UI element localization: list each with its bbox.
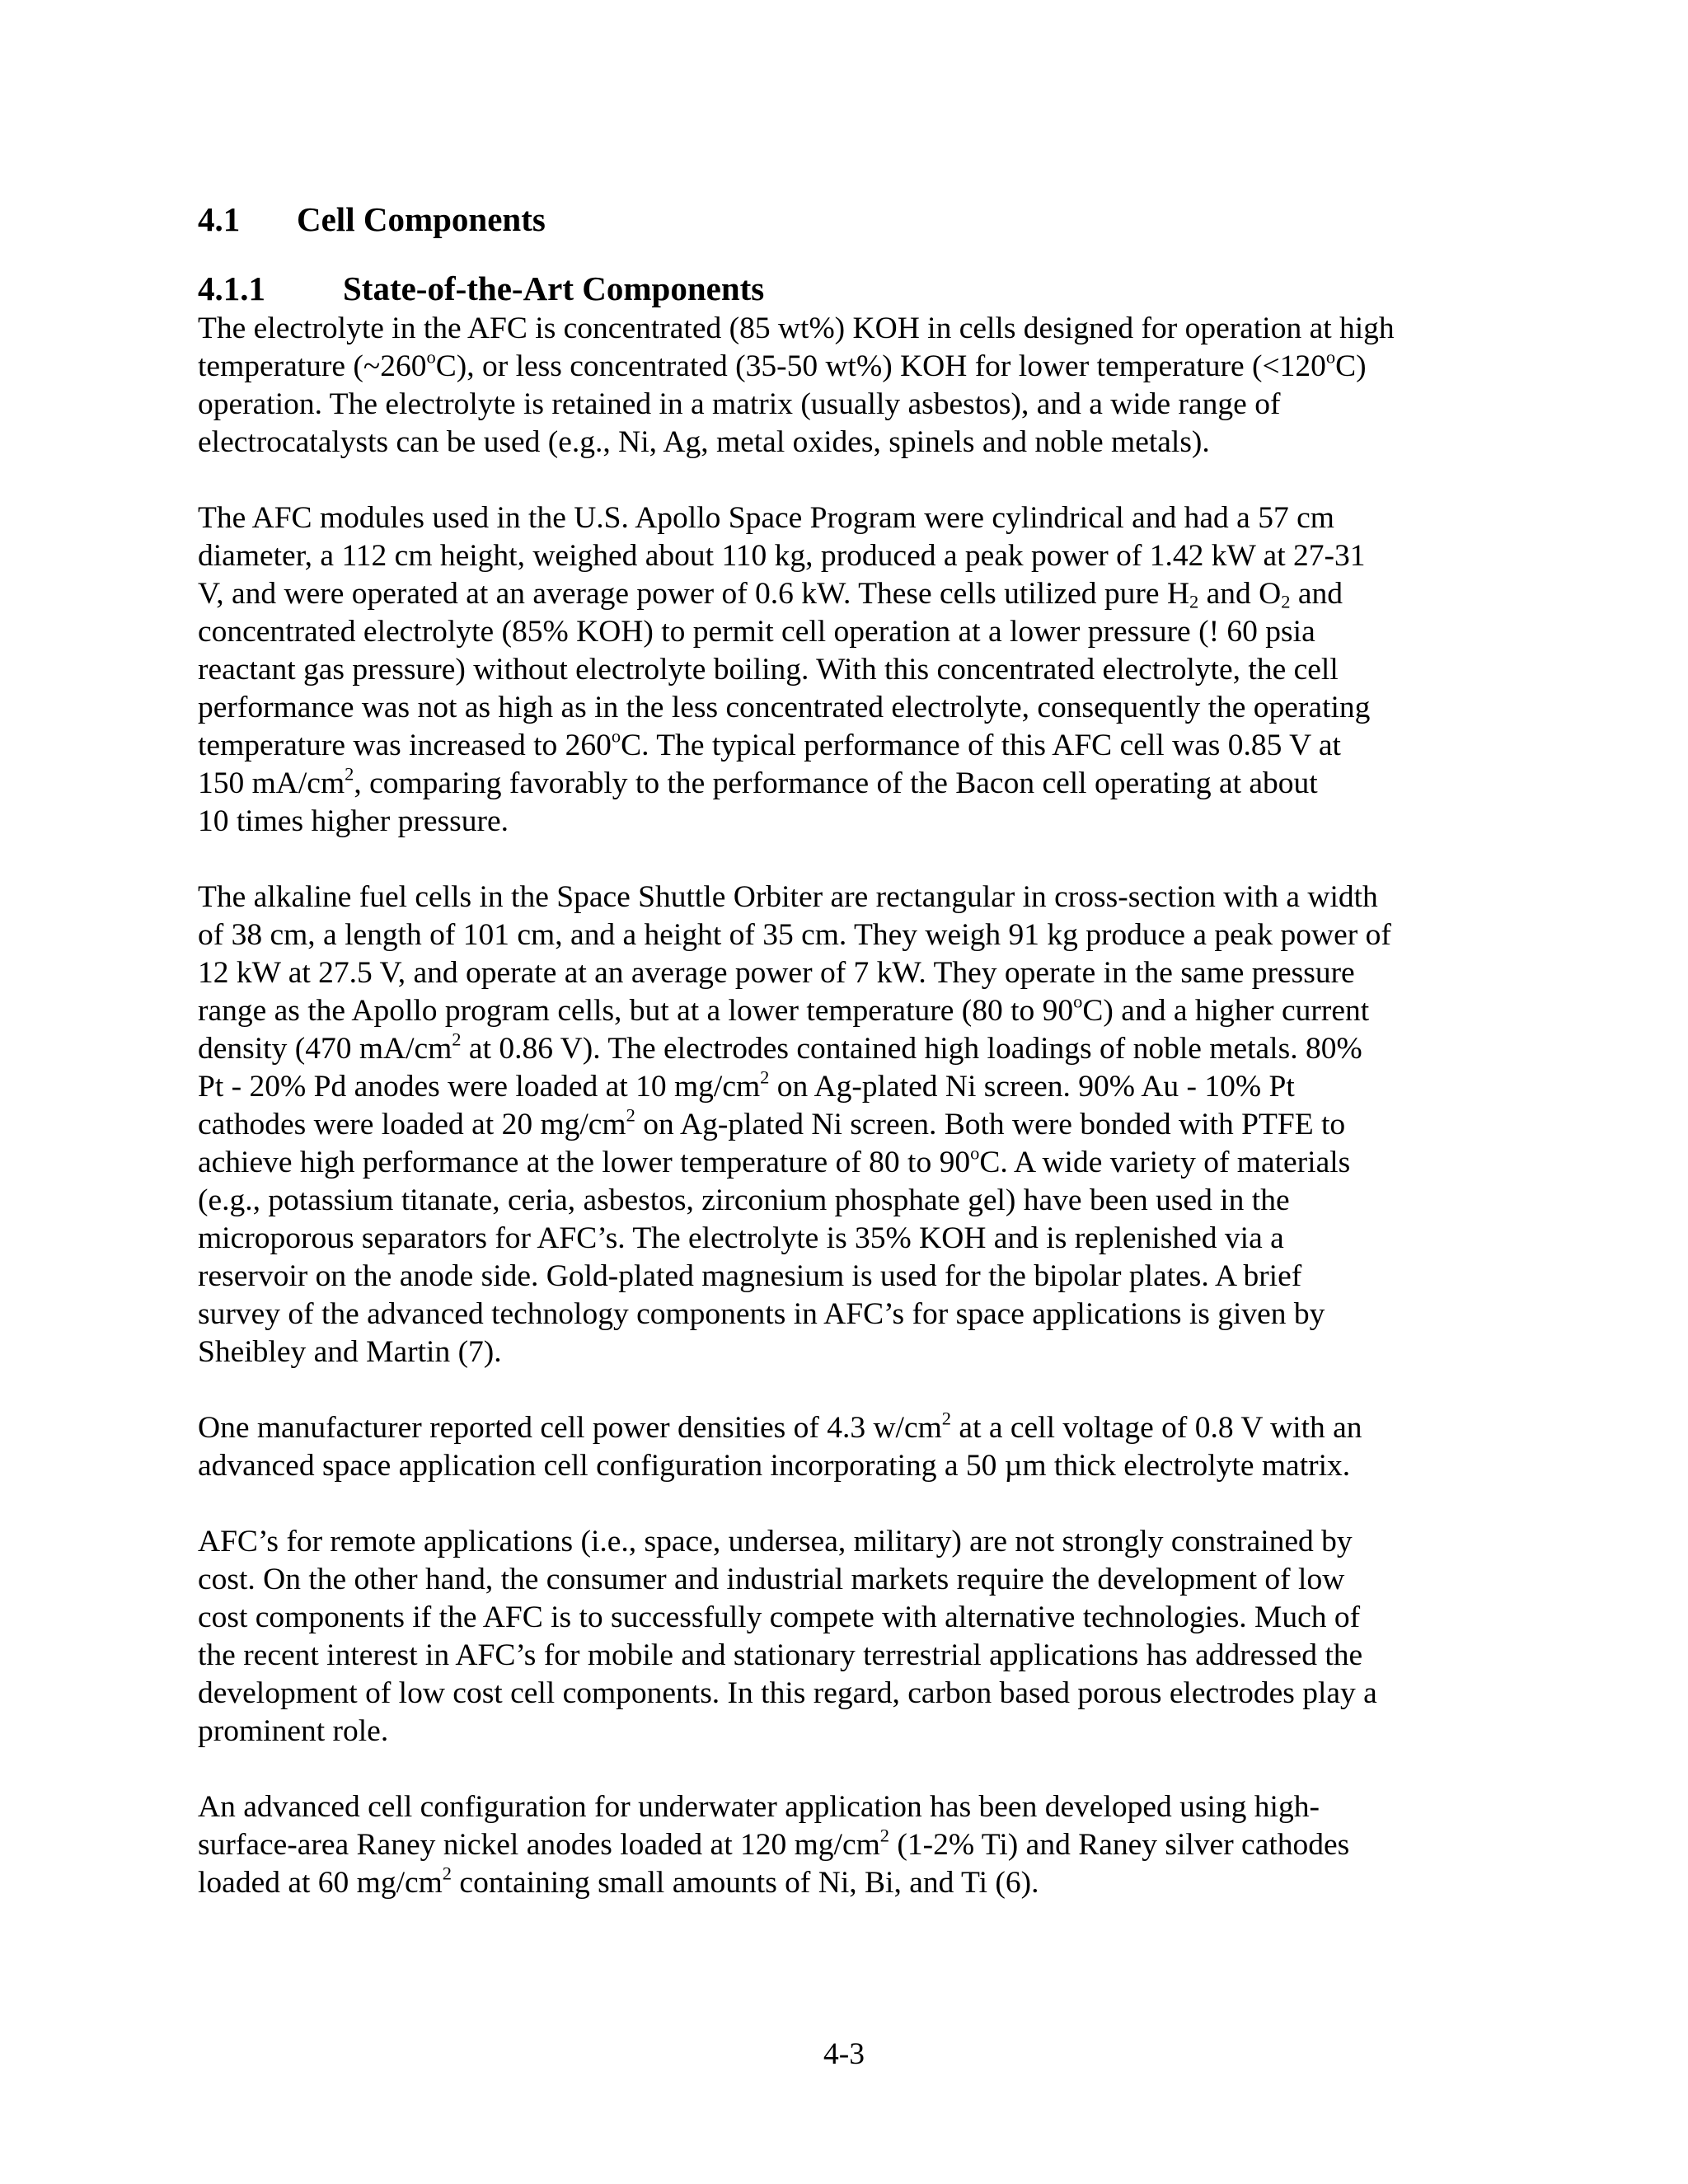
text-line: The AFC modules used in the U.S. Apollo Space Program were cylindrical and had a 57 cm: [198, 501, 1334, 535]
section-title: Cell Components: [297, 200, 546, 238]
text-line: microporous separators for AFC’s. The electrolyte is 35% KOH and is replenished via a: [198, 1221, 1284, 1255]
text-line: loaded at 60 $mg/cm^2$ containing small amounts of Ni, Bi, and Ti (6).: [198, 1863, 1039, 1900]
text-line: cathodes were loaded at 20 $mg/cm^2$ on Ag-plated Ni screen. Both were bonded with PTFE to: [198, 1104, 1346, 1141]
text-line: (e.g., potassium titanate, ceria, asbestos, zirconium phosphate gel) have been used in the: [198, 1183, 1290, 1217]
subsection-heading: [198, 267, 1484, 310]
text-line: development of low cost cell components. In this regard, carbon based porous electrodes play a: [198, 1676, 1377, 1710]
section-heading: [198, 194, 1484, 244]
text-line: Pt - 20% Pd anodes were loaded at 10 $mg/cm^2$ on Ag-plated Ni screen. 90% Au - 10% Pt: [198, 1066, 1295, 1104]
paragraph-power-density: [198, 1409, 1484, 1485]
paragraph-space-shuttle: [198, 879, 1484, 1371]
paragraph-remote-applications: [198, 1523, 1484, 1750]
subsection-number: 4.1.1: [198, 269, 265, 307]
text-line: range as the Apollo program cells, but at a lower temperature (80 to 90$^o$C) and a higher current: [198, 991, 1370, 1028]
section-number: 4.1: [198, 200, 241, 238]
text-line: temperature was increased to 260$^o$C. The typical performance of this AFC cell was 0.85 V at: [198, 725, 1341, 762]
text-line: performance was not as high as in the less concentrated electrolyte, consequently the operating: [198, 691, 1371, 724]
text-line: An advanced cell configuration for underwater application has been developed using high-: [198, 1790, 1320, 1824]
paragraph-apollo: [198, 499, 1484, 841]
text-line: of 38 cm, a length of 101 cm, and a height of 35 cm. They weigh 91 kg produce a peak power of: [198, 918, 1391, 952]
paragraph-underwater: [198, 1788, 1484, 1902]
text-line: temperature (~260$^o$C), or less concentrated (35-50 wt%) KOH for lower temperature $(<120^oC)$: [198, 346, 1367, 383]
subsection-title: State-of-the-Art Components: [343, 269, 765, 307]
text-line: density (470 $mA/cm^2$ at 0.86 V). The electrodes contained high loadings of noble metals. 80%: [198, 1029, 1362, 1066]
text-line: 150 $mA/cm^2$, comparing favorably to the performance of the Bacon cell operating at about: [198, 763, 1318, 800]
document-page: [198, 194, 1484, 1940]
text-line: prominent role.: [198, 1714, 389, 1748]
text-line: reactant gas pressure) without electrolyte boiling. With this concentrated electrolyte, the cell: [198, 653, 1339, 687]
text-line: diameter, a 112 cm height, weighed about 110 kg, produced a peak power of 1.42 kW at 27-31: [198, 539, 1366, 573]
paragraph-electrolyte: [198, 310, 1484, 462]
text-line: reservoir on the anode side. Gold-plated magnesium is used for the bipolar plates. A brief: [198, 1259, 1302, 1293]
text-line: operation. The electrolyte is retained in a matrix (usually asbestos), and a wide range of: [198, 387, 1281, 421]
text-line: 12 kW at 27.5 V, and operate at an average power of 7 kW. They operate in the same pressure: [198, 956, 1355, 990]
text-line: the recent interest in AFC’s for mobile and stationary terrestrial applications has addressed the: [198, 1638, 1363, 1672]
text-line: The electrolyte in the AFC is concentrated (85 wt%) KOH in cells designed for operation at high: [198, 312, 1395, 345]
text-line: advanced space application cell configuration incorporating a 50 µm thick electrolyte matrix.: [198, 1449, 1351, 1483]
text-line: 10 times higher pressure.: [198, 804, 509, 838]
text-line: The alkaline fuel cells in the Space Shuttle Orbiter are rectangular in cross-section with a width: [198, 880, 1378, 914]
text-line: Sheibley and Martin (7).: [198, 1335, 502, 1369]
text-line: achieve high performance at the lower temperature of 80 to 90$^o$C. A wide variety of materials: [198, 1142, 1351, 1179]
text-line: cost components if the AFC is to successfully compete with alternative technologies. Much of: [198, 1601, 1361, 1634]
text-line: concentrated electrolyte (85% KOH) to permit cell operation at a lower pressure (! 60 psia: [198, 615, 1315, 649]
text-line: AFC’s for remote applications (i.e., space, undersea, military) are not strongly constrained by: [198, 1525, 1353, 1558]
text-line: electrocatalysts can be used (e.g., Ni, Ag, metal oxides, spinels and noble metals).: [198, 425, 1210, 459]
text-line: cost. On the other hand, the consumer and industrial markets require the development of low: [198, 1563, 1345, 1596]
text-line: surface-area Raney nickel anodes loaded at 120 $mg/cm^2$ (1-2% Ti) and Raney silver cathodes: [198, 1825, 1350, 1862]
text-line: V, and were operated at an average power of 0.6 kW. These cells utilized pure $H_2$ and $O_2$ and: [198, 577, 1343, 612]
text-line: One manufacturer reported cell power densities of 4.3 $w/cm^2$ at a cell voltage of 0.8 V with an: [198, 1408, 1362, 1445]
text-line: survey of the advanced technology components in AFC’s for space applications is given by: [198, 1297, 1325, 1331]
page-number: 4-3: [823, 2037, 865, 2071]
